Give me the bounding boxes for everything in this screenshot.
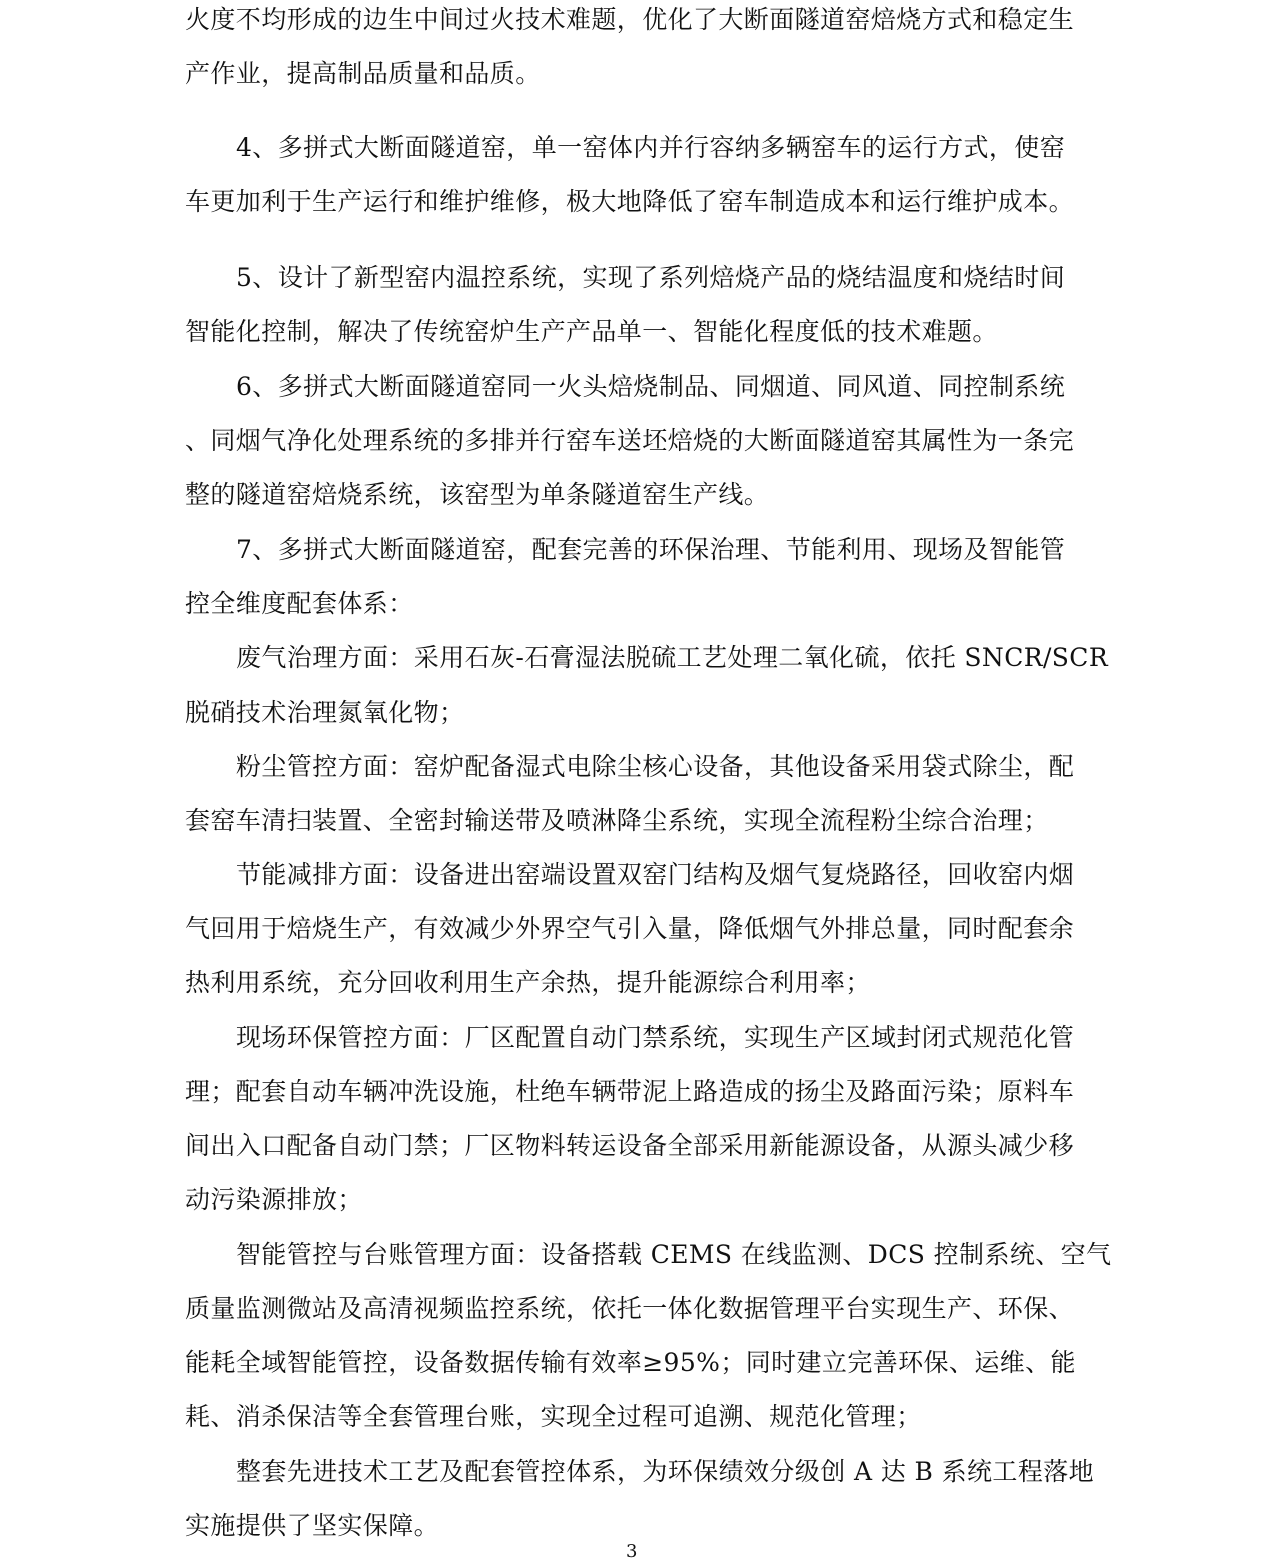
- body-text-line: 控全维度配套体系：: [185, 589, 414, 618]
- body-text-line: 整的隧道窑焙烧系统，该窑型为单条隧道窑生产线。: [185, 480, 770, 509]
- paragraph-4-line: 4、多拼式大断面隧道窑，单一窑体内并行容纳多辆窑车的运行方式，使窑: [236, 133, 1066, 162]
- body-text-line: 智能化控制，解决了传统窑炉生产产品单一、智能化程度低的技术难题。: [185, 317, 998, 346]
- page-number: 3: [626, 1541, 638, 1562]
- body-text-line: 车更加利于生产运行和维护维修，极大地降低了窑车制造成本和运行维护成本。: [185, 187, 1075, 216]
- body-text-line: 耗、消杀保洁等全套管理台账，实现全过程可追溯、规范化管理；: [185, 1402, 922, 1431]
- body-text-line: 产作业，提高制品质量和品质。: [185, 59, 541, 88]
- smart-management-paragraph-line: 智能管控与台账管理方面：设备搭载 CEMS 在线监测、DCS 控制系统、空气: [236, 1240, 1112, 1269]
- body-text-line: 火度不均形成的边生中间过火技术难题，优化了大断面隧道窑焙烧方式和稳定生: [185, 5, 1075, 34]
- conclusion-paragraph-line: 整套先进技术工艺及配套管控体系，为环保绩效分级创 A 达 B 系统工程落地: [236, 1457, 1095, 1486]
- body-text-line: 热利用系统，充分回收利用生产余热，提升能源综合利用率；: [185, 968, 871, 997]
- body-text-line: 脱硝技术治理氮氧化物；: [185, 698, 465, 727]
- paragraph-6-line: 6、多拼式大断面隧道窑同一火头焙烧制品、同烟道、同风道、同控制系统: [236, 372, 1066, 401]
- dust-control-paragraph-line: 粉尘管控方面：窑炉配备湿式电除尘核心设备，其他设备采用袋式除尘，配: [236, 752, 1075, 781]
- body-text-line: 动污染源排放；: [185, 1185, 363, 1214]
- body-text-line: 气回用于焙烧生产，有效减少外界空气引入量，降低烟气外排总量，同时配套余: [185, 914, 1075, 943]
- body-text-line: 质量监测微站及高清视频监控系统，依托一体化数据管理平台实现生产、环保、: [185, 1294, 1075, 1323]
- body-text-line: 实施提供了坚实保障。: [185, 1511, 440, 1540]
- paragraph-5-line: 5、设计了新型窑内温控系统，实现了系列焙烧产品的烧结温度和烧结时间: [236, 263, 1066, 292]
- body-text-line: 能耗全域智能管控，设备数据传输有效率≥95%；同时建立完善环保、运维、能: [185, 1348, 1076, 1377]
- paragraph-7-line: 7、多拼式大断面隧道窑，配套完善的环保治理、节能利用、现场及智能管: [236, 535, 1066, 564]
- waste-gas-paragraph-line: 废气治理方面：采用石灰-石膏湿法脱硫工艺处理二氧化硫，依托 SNCR/SCR: [236, 643, 1109, 672]
- body-text-line: 理；配套自动车辆冲洗设施，杜绝车辆带泥上路造成的扬尘及路面污染；原料车: [185, 1077, 1075, 1106]
- body-text-line: 、同烟气净化处理系统的多排并行窑车送坯焙烧的大断面隧道窑其属性为一条完: [185, 426, 1075, 455]
- site-control-paragraph-line: 现场环保管控方面：厂区配置自动门禁系统，实现生产区域封闭式规范化管: [236, 1023, 1075, 1052]
- energy-saving-paragraph-line: 节能减排方面：设备进出窑端设置双窑门结构及烟气复烧路径，回收窑内烟: [236, 860, 1075, 889]
- body-text-line: 套窑车清扫装置、全密封输送带及喷淋降尘系统，实现全流程粉尘综合治理；: [185, 806, 1049, 835]
- body-text-line: 间出入口配备自动门禁；厂区物料转运设备全部采用新能源设备，从源头减少移: [185, 1131, 1075, 1160]
